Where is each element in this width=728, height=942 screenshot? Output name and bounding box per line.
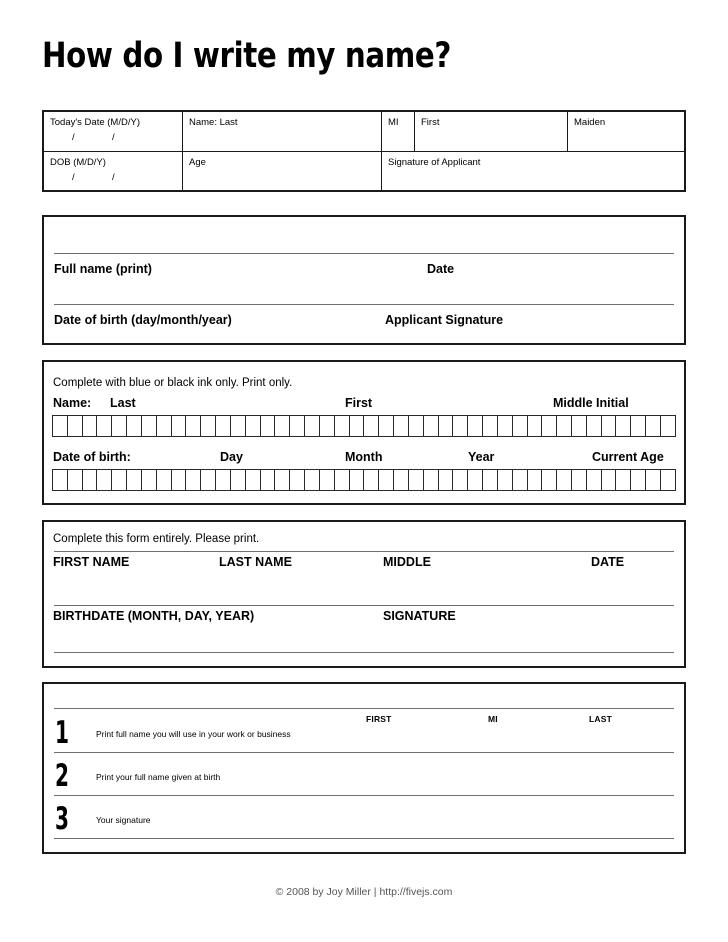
date-label: DATE <box>591 555 625 569</box>
step-rule-2 <box>54 752 674 753</box>
step-rule-4 <box>54 838 674 839</box>
comb-cell[interactable] <box>528 416 543 436</box>
birthdate-label: BIRTHDATE (MONTH, DAY, YEAR) <box>53 609 255 623</box>
comb-cell[interactable] <box>305 416 320 436</box>
mi-label: MI <box>388 117 399 128</box>
full-name-rule <box>54 253 674 254</box>
comb-cell[interactable] <box>602 416 617 436</box>
comb-cell[interactable] <box>97 416 112 436</box>
date-label: Date <box>427 262 455 276</box>
comb-cell[interactable] <box>216 416 231 436</box>
cell-name-last[interactable] <box>183 112 382 151</box>
column-head-mi: MI <box>488 714 498 724</box>
first-label: First <box>421 117 440 128</box>
cell-first[interactable] <box>415 112 568 151</box>
comb-cell[interactable] <box>616 416 631 436</box>
comb-cell[interactable] <box>83 470 98 490</box>
comb-cell[interactable] <box>498 416 513 436</box>
comb-cell[interactable] <box>661 416 675 436</box>
comb-cell[interactable] <box>498 470 513 490</box>
comb-cell[interactable] <box>424 470 439 490</box>
comb-cell[interactable] <box>468 470 483 490</box>
comb-cell[interactable] <box>68 416 83 436</box>
signature-of-applicant-label: Signature of Applicant <box>388 156 481 168</box>
step-text-3[interactable]: Your signature <box>96 815 151 825</box>
year-label: Year <box>468 450 495 464</box>
comb-cell[interactable] <box>453 416 468 436</box>
cell-mi[interactable] <box>382 112 415 151</box>
comb-cell[interactable] <box>483 470 498 490</box>
cell-todays-date[interactable] <box>44 112 183 151</box>
comb-cell[interactable] <box>201 416 216 436</box>
comb-cell[interactable] <box>142 416 157 436</box>
caps-entry-block <box>42 520 686 668</box>
signature-label: SIGNATURE <box>383 609 456 623</box>
dob-slash-marks: / / <box>72 171 115 183</box>
comb-cell[interactable] <box>112 416 127 436</box>
comb-cell[interactable] <box>231 416 246 436</box>
comb-cell[interactable] <box>364 470 379 490</box>
comb-cell[interactable] <box>142 470 157 490</box>
comb-cell[interactable] <box>364 416 379 436</box>
name-last-label: Name: Last <box>189 117 238 128</box>
comb-cell[interactable] <box>646 470 661 490</box>
step-text-1[interactable]: Print full name you will use in your work or business <box>96 729 291 739</box>
comb-cell[interactable] <box>320 416 335 436</box>
comb-cell[interactable] <box>513 470 528 490</box>
column-head-last: LAST <box>589 714 612 724</box>
comb-cell[interactable] <box>261 416 276 436</box>
comb-cell[interactable] <box>290 416 305 436</box>
comb-cell[interactable] <box>631 416 646 436</box>
date-of-birth-label: Date of birth (day/month/year) <box>54 313 232 327</box>
comb-cell[interactable] <box>157 470 172 490</box>
applicant-info-table <box>42 110 686 192</box>
comb-cell[interactable] <box>557 416 572 436</box>
comb-cell[interactable] <box>83 416 98 436</box>
date-of-birth-rule <box>54 304 674 305</box>
table-row <box>44 112 684 151</box>
column-head-first: FIRST <box>366 714 392 724</box>
comb-instruction: Complete with blue or black ink only. Print only. <box>53 377 293 389</box>
comb-cell[interactable] <box>320 470 335 490</box>
last-name-label: LAST NAME <box>219 555 292 569</box>
comb-cell[interactable] <box>216 470 231 490</box>
comb-cell[interactable] <box>68 470 83 490</box>
comb-cell[interactable] <box>513 416 528 436</box>
comb-cell[interactable] <box>587 416 602 436</box>
caps-instruction: Complete this form entirely. Please print. <box>53 533 260 545</box>
comb-cell[interactable] <box>97 470 112 490</box>
comb-cell[interactable] <box>572 416 587 436</box>
comb-cell[interactable] <box>631 470 646 490</box>
date-slash-marks: / / <box>72 132 115 143</box>
full-name-date-block <box>42 215 686 345</box>
current-age-label: Current Age <box>592 450 664 464</box>
comb-cell[interactable] <box>424 416 439 436</box>
comb-cell[interactable] <box>379 416 394 436</box>
comb-entry-block <box>42 360 686 505</box>
full-name-label: Full name (print) <box>54 262 152 276</box>
comb-cell[interactable] <box>305 470 320 490</box>
middle-initial-label: Middle Initial <box>553 396 629 410</box>
comb-cell[interactable] <box>335 416 350 436</box>
comb-cell[interactable] <box>557 470 572 490</box>
comb-cell[interactable] <box>53 470 68 490</box>
month-label: Month <box>345 450 383 464</box>
dob-comb-field[interactable] <box>52 469 676 491</box>
name-comb-field[interactable] <box>52 415 676 437</box>
comb-cell[interactable] <box>439 470 454 490</box>
table-row <box>44 151 684 190</box>
comb-cell[interactable] <box>542 470 557 490</box>
applicant-signature-label: Applicant Signature <box>385 313 504 327</box>
comb-cell[interactable] <box>350 470 365 490</box>
comb-cell[interactable] <box>172 416 187 436</box>
comb-cell[interactable] <box>127 470 142 490</box>
step-number-3: 3 <box>55 801 69 837</box>
cell-signature-of-applicant[interactable] <box>382 151 685 190</box>
comb-cell[interactable] <box>157 416 172 436</box>
comb-cell[interactable] <box>246 416 261 436</box>
comb-cell[interactable] <box>172 470 187 490</box>
comb-cell[interactable] <box>246 470 261 490</box>
comb-cell[interactable] <box>616 470 631 490</box>
comb-cell[interactable] <box>261 470 276 490</box>
comb-cell[interactable] <box>186 416 201 436</box>
footer-credit: © 2008 by Joy Miller | http://fivejs.com <box>275 886 453 898</box>
comb-cell[interactable] <box>542 416 557 436</box>
middle-label: MIDDLE <box>383 555 431 569</box>
last-label: Last <box>110 396 136 410</box>
todays-date-label: Today's Date (M/D/Y) <box>50 117 140 128</box>
comb-cell[interactable] <box>290 470 305 490</box>
comb-cell[interactable] <box>587 470 602 490</box>
comb-cell[interactable] <box>350 416 365 436</box>
step-number-2: 2 <box>55 758 69 794</box>
page-title: How do I write my name? <box>42 36 452 76</box>
comb-cell[interactable] <box>439 416 454 436</box>
comb-cell[interactable] <box>394 416 409 436</box>
comb-cell[interactable] <box>186 470 201 490</box>
comb-cell[interactable] <box>275 470 290 490</box>
step-rule-1 <box>54 708 674 709</box>
caps-rule-bottom <box>54 652 674 653</box>
comb-cell[interactable] <box>127 416 142 436</box>
comb-cell[interactable] <box>572 470 587 490</box>
maiden-label: Maiden <box>574 117 606 128</box>
caps-rule-top <box>54 551 674 552</box>
step-rule-3 <box>54 795 674 796</box>
comb-cell[interactable] <box>335 470 350 490</box>
date-of-birth-label: Date of birth: <box>53 450 131 464</box>
first-label: First <box>345 396 373 410</box>
cell-dob[interactable] <box>44 151 183 190</box>
comb-cell[interactable] <box>394 470 409 490</box>
numbered-steps-block <box>42 682 686 854</box>
comb-cell[interactable] <box>112 470 127 490</box>
comb-cell[interactable] <box>379 470 394 490</box>
caps-rule-middle <box>54 605 674 606</box>
name-label: Name: <box>53 396 92 410</box>
comb-cell[interactable] <box>646 416 661 436</box>
step-number-1: 1 <box>55 715 69 751</box>
cell-maiden[interactable] <box>568 112 685 151</box>
comb-cell[interactable] <box>409 470 424 490</box>
comb-cell[interactable] <box>231 470 246 490</box>
info-grid <box>44 112 684 190</box>
comb-cell[interactable] <box>275 416 290 436</box>
comb-cell[interactable] <box>661 470 675 490</box>
comb-cell[interactable] <box>468 416 483 436</box>
day-label: Day <box>220 450 243 464</box>
comb-cell[interactable] <box>528 470 543 490</box>
cell-age[interactable] <box>183 151 382 190</box>
comb-cell[interactable] <box>602 470 617 490</box>
age-label: Age <box>189 156 206 168</box>
first-name-label: FIRST NAME <box>53 555 130 569</box>
dob-label: DOB (M/D/Y) <box>50 156 106 168</box>
comb-cell[interactable] <box>409 416 424 436</box>
comb-cell[interactable] <box>201 470 216 490</box>
comb-cell[interactable] <box>453 470 468 490</box>
step-text-2[interactable]: Print your full name given at birth <box>96 772 221 782</box>
comb-cell[interactable] <box>483 416 498 436</box>
comb-cell[interactable] <box>53 416 68 436</box>
